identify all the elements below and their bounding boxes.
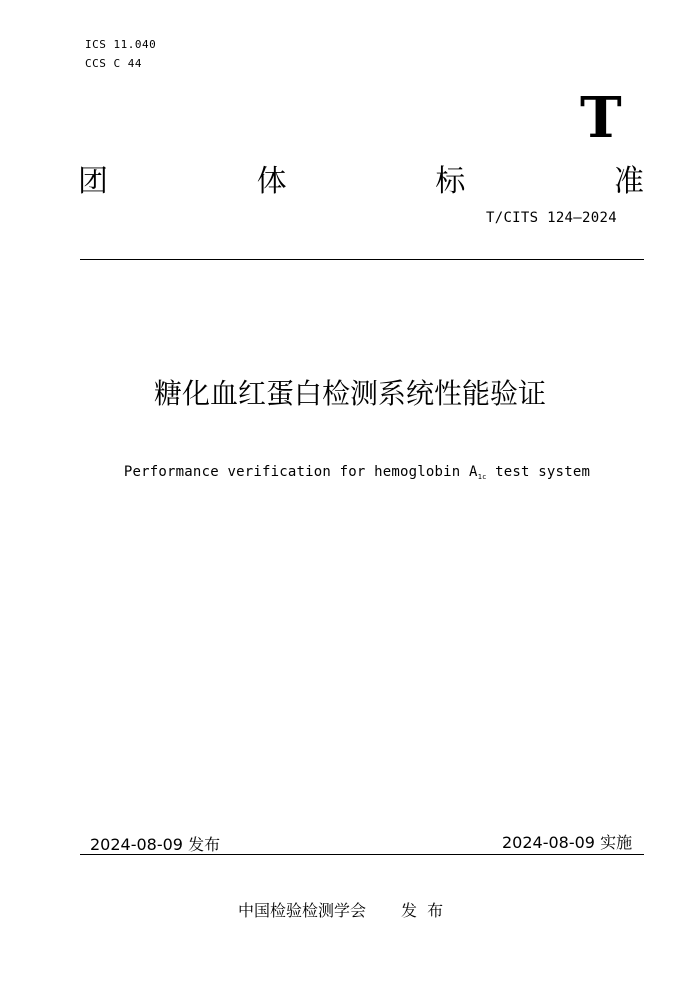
title-chinese: 糖化血红蛋白检测系统性能验证 [153, 377, 546, 410]
ics-code: ICS 11.040 [85, 38, 157, 51]
category-char-2: 体 [256, 164, 287, 199]
standard-category-title [78, 162, 644, 202]
publisher-name: 中国检验检测学会 [238, 901, 367, 920]
title-english [0, 464, 700, 481]
standard-type-mark: T [580, 85, 622, 151]
issue-date: 2024-08-09 发布 [90, 835, 221, 854]
publisher-action: 发 布 [401, 901, 444, 920]
title-english-subscript: 1c [477, 473, 487, 481]
title-english-tail: test system [486, 464, 591, 480]
ccs-code: CCS C 44 [85, 57, 142, 70]
top-divider [80, 259, 644, 260]
implementation-date: 2024-08-09 实施 [502, 833, 633, 852]
bottom-divider [80, 854, 644, 855]
title-english-main: Performance verification for hemoglobin A [123, 464, 478, 480]
standard-number: T/CITS 124—2024 [486, 210, 617, 226]
category-char-1: 团 [78, 164, 108, 199]
category-char-3: 标 [435, 164, 466, 199]
category-char-4: 准 [613, 164, 644, 199]
